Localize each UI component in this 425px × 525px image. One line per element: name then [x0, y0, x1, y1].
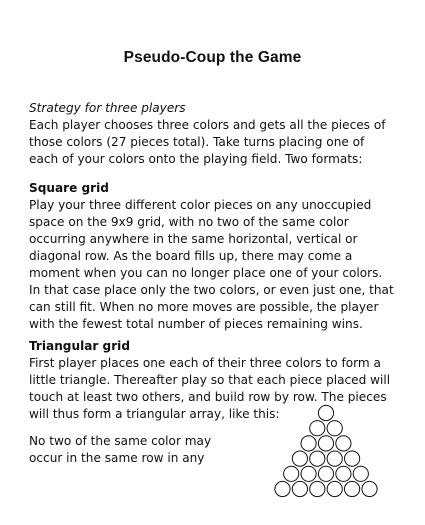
triangle-piece-circle — [292, 481, 307, 496]
triangle-piece-circle — [345, 481, 360, 496]
triangle-piece-circle — [310, 451, 325, 466]
square-grid-section — [29, 180, 399, 333]
triangle-piece-circle — [310, 481, 325, 496]
three-players-line: Each player chooses three colors and gets all the pieces of — [29, 118, 386, 132]
triangle-piece-circle — [327, 481, 342, 496]
triangle-piece-circle — [336, 436, 351, 451]
triangular-array-figure — [270, 404, 382, 499]
triangular-grid-line: little triangle. Thereafter play so that each piece placed will — [29, 373, 391, 387]
triangular-grid-line: touch at least two others, and build row by row. The pieces — [29, 390, 387, 404]
three-players-line: each of your colors onto the playing field. Two formats: — [29, 152, 363, 166]
square-grid-line: with the fewest total number of pieces remaining wins. — [29, 317, 363, 331]
triangle-piece-circle — [318, 466, 333, 481]
triangle-piece-circle — [327, 451, 342, 466]
triangle-piece-circle — [275, 481, 290, 496]
rule-fragment-line: No two of the same color may — [29, 434, 212, 448]
square-grid-heading: Square grid — [29, 181, 109, 195]
square-grid-line: Play your three different color pieces on any unoccupied — [29, 198, 372, 212]
triangle-piece-circle — [310, 421, 325, 436]
square-grid-line: space on the 9x9 grid, with no two of the same color — [29, 215, 349, 229]
triangle-piece-circle — [362, 481, 377, 496]
triangle-piece-circle — [327, 421, 342, 436]
triangle-piece-circle — [292, 451, 307, 466]
page-title: Pseudo-Coup the Game — [123, 49, 302, 66]
triangular-grid-line: will thus form a triangular array, like this: — [29, 407, 280, 421]
square-grid-line: In that case place only the two colors, or even just one, that — [29, 283, 394, 297]
triangle-piece-circle — [301, 466, 316, 481]
three-players-heading: Strategy for three players — [29, 101, 186, 115]
triangle-piece-circle — [318, 436, 333, 451]
triangle-piece-circle — [284, 466, 299, 481]
three-players-line: those colors (27 pieces total). Take turns placing one of — [29, 135, 365, 149]
rule-fragment-line: occur in the same row in any — [29, 451, 205, 465]
square-grid-line: occurring anywhere in the same horizontal, vertical or — [29, 232, 358, 246]
triangle-piece-circle — [336, 466, 351, 481]
triangle-piece-circle — [353, 466, 368, 481]
triangular-grid-heading: Triangular grid — [29, 339, 130, 353]
square-grid-line: can still fit. When no more moves are possible, the player — [29, 300, 379, 314]
triangle-piece-circle — [345, 451, 360, 466]
three-players-section — [29, 100, 399, 168]
square-grid-line: moment when you can no longer place one of your colors. — [29, 266, 383, 280]
triangle-piece-circle — [318, 405, 333, 420]
square-grid-line: diagonal row. As the board fills up, there may come a — [29, 249, 353, 263]
triangular-grid-line: First player places one each of their three colors to form a — [29, 356, 381, 370]
triangle-piece-circle — [301, 436, 316, 451]
